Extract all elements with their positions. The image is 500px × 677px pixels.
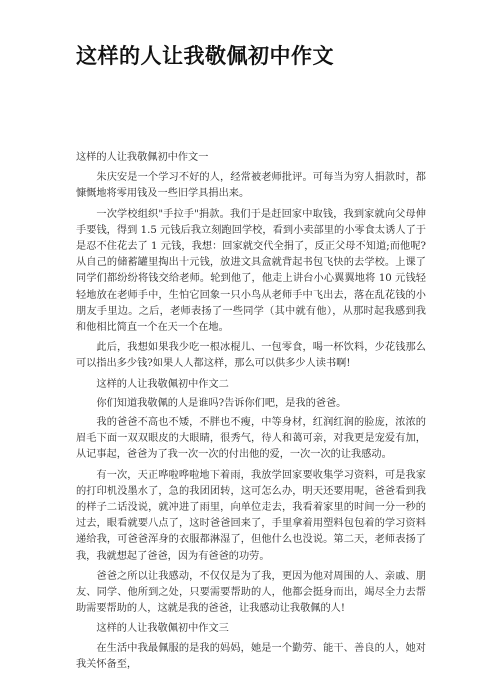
- document-body: [76, 150, 426, 677]
- section-heading: 这样的人让我敬佩初中作文二: [96, 378, 229, 390]
- body-paragraph: 朱庆安是一个学习不好的人，经常被老师批评。可每当为穷人捐款时，都慷慨地将零用钱及一些旧学具捐出来。: [76, 172, 426, 200]
- body-paragraph: 此后，我想如果我少吃一根冰棍儿、一包零食，喝一杯饮料，少花钱那么可以指出多少钱?如果人人都这样，那么可以供多少人读书啊!: [76, 342, 426, 370]
- body-paragraph: 在生活中我最佩服的是我的妈妈，她是一个勤劳、能干、善良的人，她对我关怀备至，: [76, 642, 426, 670]
- document-title: 这样的人让我敬佩初中作文: [76, 43, 334, 68]
- section-heading: 你们知道我敬佩的人是谁吗?告诉你们吧，是我的爸爸。: [96, 397, 347, 409]
- body-paragraph: 有一次，天正哗啦哗啦地下着雨，我放学回家要收集学习资料，可是我家的打印机没墨水了，急的我团团转，这可怎么办，明天还要用呢，爸爸看到我的样子二话没说，就冲进了雨里，向单位走去，我看着家里的时间一分一秒的过去，眼看就要八点了，这时爸爸回来了，手里拿着用塑料包包着的学习资料递给我，可爸爸浑身的衣服都淋湿了，但他什么也没说。第二天，老师表扬了我，我就想起了爸爸，因为有爸爸的功劳。: [76, 469, 426, 562]
- body-paragraph: 我的爸爸不高也不矮，不胖也不瘦，中等身材，红润红润的脸庞，浓浓的眉毛下面一双双眼皮的大眼睛，很秀气，待人和蔼可亲，对我更是宠爱有加，从记事起，爸爸为了我一次一次的付出他的爱，一次一次的让我感动。: [76, 417, 426, 461]
- section-heading: 这样的人让我敬佩初中作文三: [96, 623, 229, 635]
- body-paragraph: 爸爸之所以让我感动，不仅仅是为了我，更因为他对周围的人、亲戚、朋友、同学、他所到之处，只要需要帮助的人，他都会挺身而出，竭尽全力去帮助需要帮助的人，这就是我的爸爸，让我感动让我敬佩的人!: [76, 570, 426, 615]
- section-heading: 这样的人让我敬佩初中作文一: [76, 152, 209, 163]
- body-paragraph: 一次学校组织"手拉手"捐款。我们于是赶回家中取钱，我到家就向父母伸手要钱，得到 1.5 元钱后我立刻跑回学校，看到小卖部里的小零食太诱人了于是忍不住花去了 1 元钱，我想：回家就交代全捐了，反正父母不知道;而他呢?从自己的储蓄罐里掏出十元钱，放进文具盒就背起书包飞快的去学校。上课了同学们都纷纷将钱交给老师。轮到他了，他走上讲台小心翼翼地将 10 元钱轻轻地放在老师手中，生怕它回象一只小鸟从老师手中飞出去，落在乱花钱的小朋友手里边。之后，老师表扬了一些同学（其中就有他），从那时起我感到我和他相比简直一个在天一个在地。: [76, 208, 426, 334]
